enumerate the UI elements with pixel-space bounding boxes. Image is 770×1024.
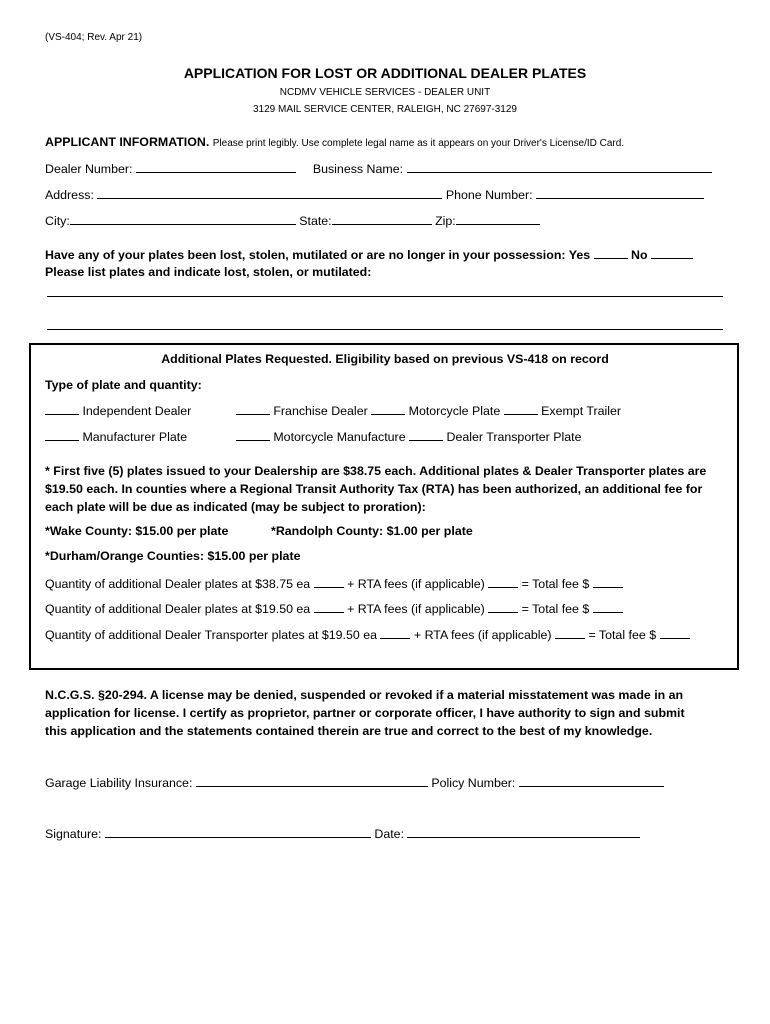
transporter-label: Dealer Transporter Plate [446, 430, 582, 444]
city-field[interactable] [70, 213, 296, 225]
qty2-field[interactable] [314, 601, 344, 613]
dealer-number-label: Dealer Number: [45, 162, 133, 176]
no-field[interactable] [651, 247, 693, 259]
insurance-row [45, 775, 664, 791]
durham-fee: *Durham/Orange Counties: $15.00 per plate [45, 549, 301, 563]
qty-row-3 [45, 627, 690, 643]
lost-list-line-2[interactable] [47, 329, 723, 330]
wake-fee: *Wake County: $15.00 per plate [45, 524, 229, 538]
applicant-instructions: Please print legibly. Use complete legal name as it appears on your Driver's License/ID Card. [212, 138, 625, 149]
franchise-label: Franchise Dealer [273, 404, 368, 418]
plate-type-label: Type of plate and quantity: [45, 378, 202, 392]
plate-row-2 [45, 429, 581, 445]
insurance-label: Garage Liability Insurance: [45, 776, 193, 790]
motorcycle-qty[interactable] [371, 403, 405, 415]
form-id: (VS-404; Rev. Apr 21) [45, 32, 143, 43]
insurance-field[interactable] [196, 775, 428, 787]
zip-field[interactable] [456, 213, 540, 225]
address-field[interactable] [97, 187, 442, 199]
business-name-label: Business Name: [312, 162, 404, 176]
dealer-number-field[interactable] [136, 161, 296, 173]
business-name-field[interactable] [407, 161, 712, 173]
plate-row-1 [45, 403, 621, 419]
qty1-rta-label: + RTA fees (if applicable) [347, 577, 485, 591]
qty3-field[interactable] [380, 627, 410, 639]
mailing-address: 3129 MAIL SERVICE CENTER, RALEIGH, NC 27697-3129 [252, 104, 517, 115]
city-row [45, 213, 540, 229]
box-heading: Additional Plates Requested. Eligibility based on previous VS-418 on record [161, 352, 609, 366]
qty3-total-field[interactable] [660, 627, 690, 639]
independent-label: Independent Dealer [82, 404, 192, 418]
statute-text: N.C.G.S. §20-294. A license may be denied, suspended or revoked if a material misstatement was made in an application for license. I certify as proprietor, partner or corporate officer, I have authority to sign and submit this application and the statements contained therein are true and correct to the best of my knowledge. [45, 688, 685, 738]
qty-row-2 [45, 601, 623, 617]
qty1-field[interactable] [314, 576, 344, 588]
qty3-total-label: = Total fee $ [588, 628, 657, 642]
qty1-total-label: = Total fee $ [521, 577, 590, 591]
motorcycle-mfr-qty[interactable] [236, 429, 270, 441]
qty1-total-field[interactable] [593, 576, 623, 588]
dealer-row [45, 161, 712, 177]
phone-field[interactable] [536, 187, 704, 199]
independent-qty[interactable] [45, 403, 79, 415]
address-label: Address: [45, 188, 94, 202]
agency-line: NCDMV VEHICLE SERVICES - DEALER UNIT [279, 87, 491, 98]
transporter-qty[interactable] [409, 429, 443, 441]
yes-field[interactable] [594, 247, 628, 259]
motorcycle-label: Motorcycle Plate [408, 404, 501, 418]
fee-note: * First five (5) plates issued to your Dealership are $38.75 each. Additional plates & Dealer Transporter plates are $19.50 each. In counties where a Regional Transit Authority Tax (RTA) has been authorized, an additional fee for each plate will be due as indicated (may be subject to proration): [45, 464, 707, 514]
lost-question-row [45, 247, 693, 263]
exempt-label: Exempt Trailer [541, 404, 621, 418]
applicant-info-line [45, 135, 624, 151]
state-field[interactable] [332, 213, 432, 225]
qty2-rta-field[interactable] [488, 601, 518, 613]
manufacturer-qty[interactable] [45, 429, 79, 441]
motorcycle-mfr-label: Motorcycle Manufacture [273, 430, 406, 444]
policy-field[interactable] [519, 775, 664, 787]
randolph-fee: *Randolph County: $1.00 per plate [271, 524, 473, 538]
applicant-heading: APPLICANT INFORMATION. [45, 135, 210, 149]
address-row [45, 187, 704, 203]
lost-question: Have any of your plates been lost, stolen, mutilated or are no longer in your possession: Yes [45, 248, 591, 262]
qty3-rta-field[interactable] [555, 627, 585, 639]
qty3-rta-label: + RTA fees (if applicable) [413, 628, 552, 642]
qty2-rta-label: + RTA fees (if applicable) [347, 602, 485, 616]
no-label: No [631, 248, 648, 262]
page-title: APPLICATION FOR LOST OR ADDITIONAL DEALER PLATES [183, 65, 587, 81]
policy-label: Policy Number: [431, 776, 516, 790]
qty1-rta-field[interactable] [488, 576, 518, 588]
date-label: Date: [374, 827, 405, 841]
qty2-label: Quantity of additional Dealer plates at $19.50 ea [45, 602, 311, 616]
lost-list-line-1[interactable] [47, 296, 723, 297]
qty-row-1 [45, 576, 623, 592]
signature-field[interactable] [105, 826, 371, 838]
signature-row [45, 826, 640, 842]
zip-label: Zip: [435, 214, 456, 228]
exempt-qty[interactable] [504, 403, 538, 415]
manufacturer-label: Manufacturer Plate [82, 430, 188, 444]
signature-label: Signature: [45, 827, 102, 841]
city-label: City: [45, 214, 70, 228]
qty1-label: Quantity of additional Dealer plates at $38.75 ea [45, 577, 311, 591]
qty3-label: Quantity of additional Dealer Transporter plates at $19.50 ea [45, 628, 377, 642]
state-label: State: [299, 214, 332, 228]
qty2-total-field[interactable] [593, 601, 623, 613]
franchise-qty[interactable] [236, 403, 270, 415]
date-field[interactable] [407, 826, 640, 838]
lost-list-label: Please list plates and indicate lost, stolen, or mutilated: [45, 265, 372, 279]
qty2-total-label: = Total fee $ [521, 602, 590, 616]
phone-label: Phone Number: [445, 188, 533, 202]
